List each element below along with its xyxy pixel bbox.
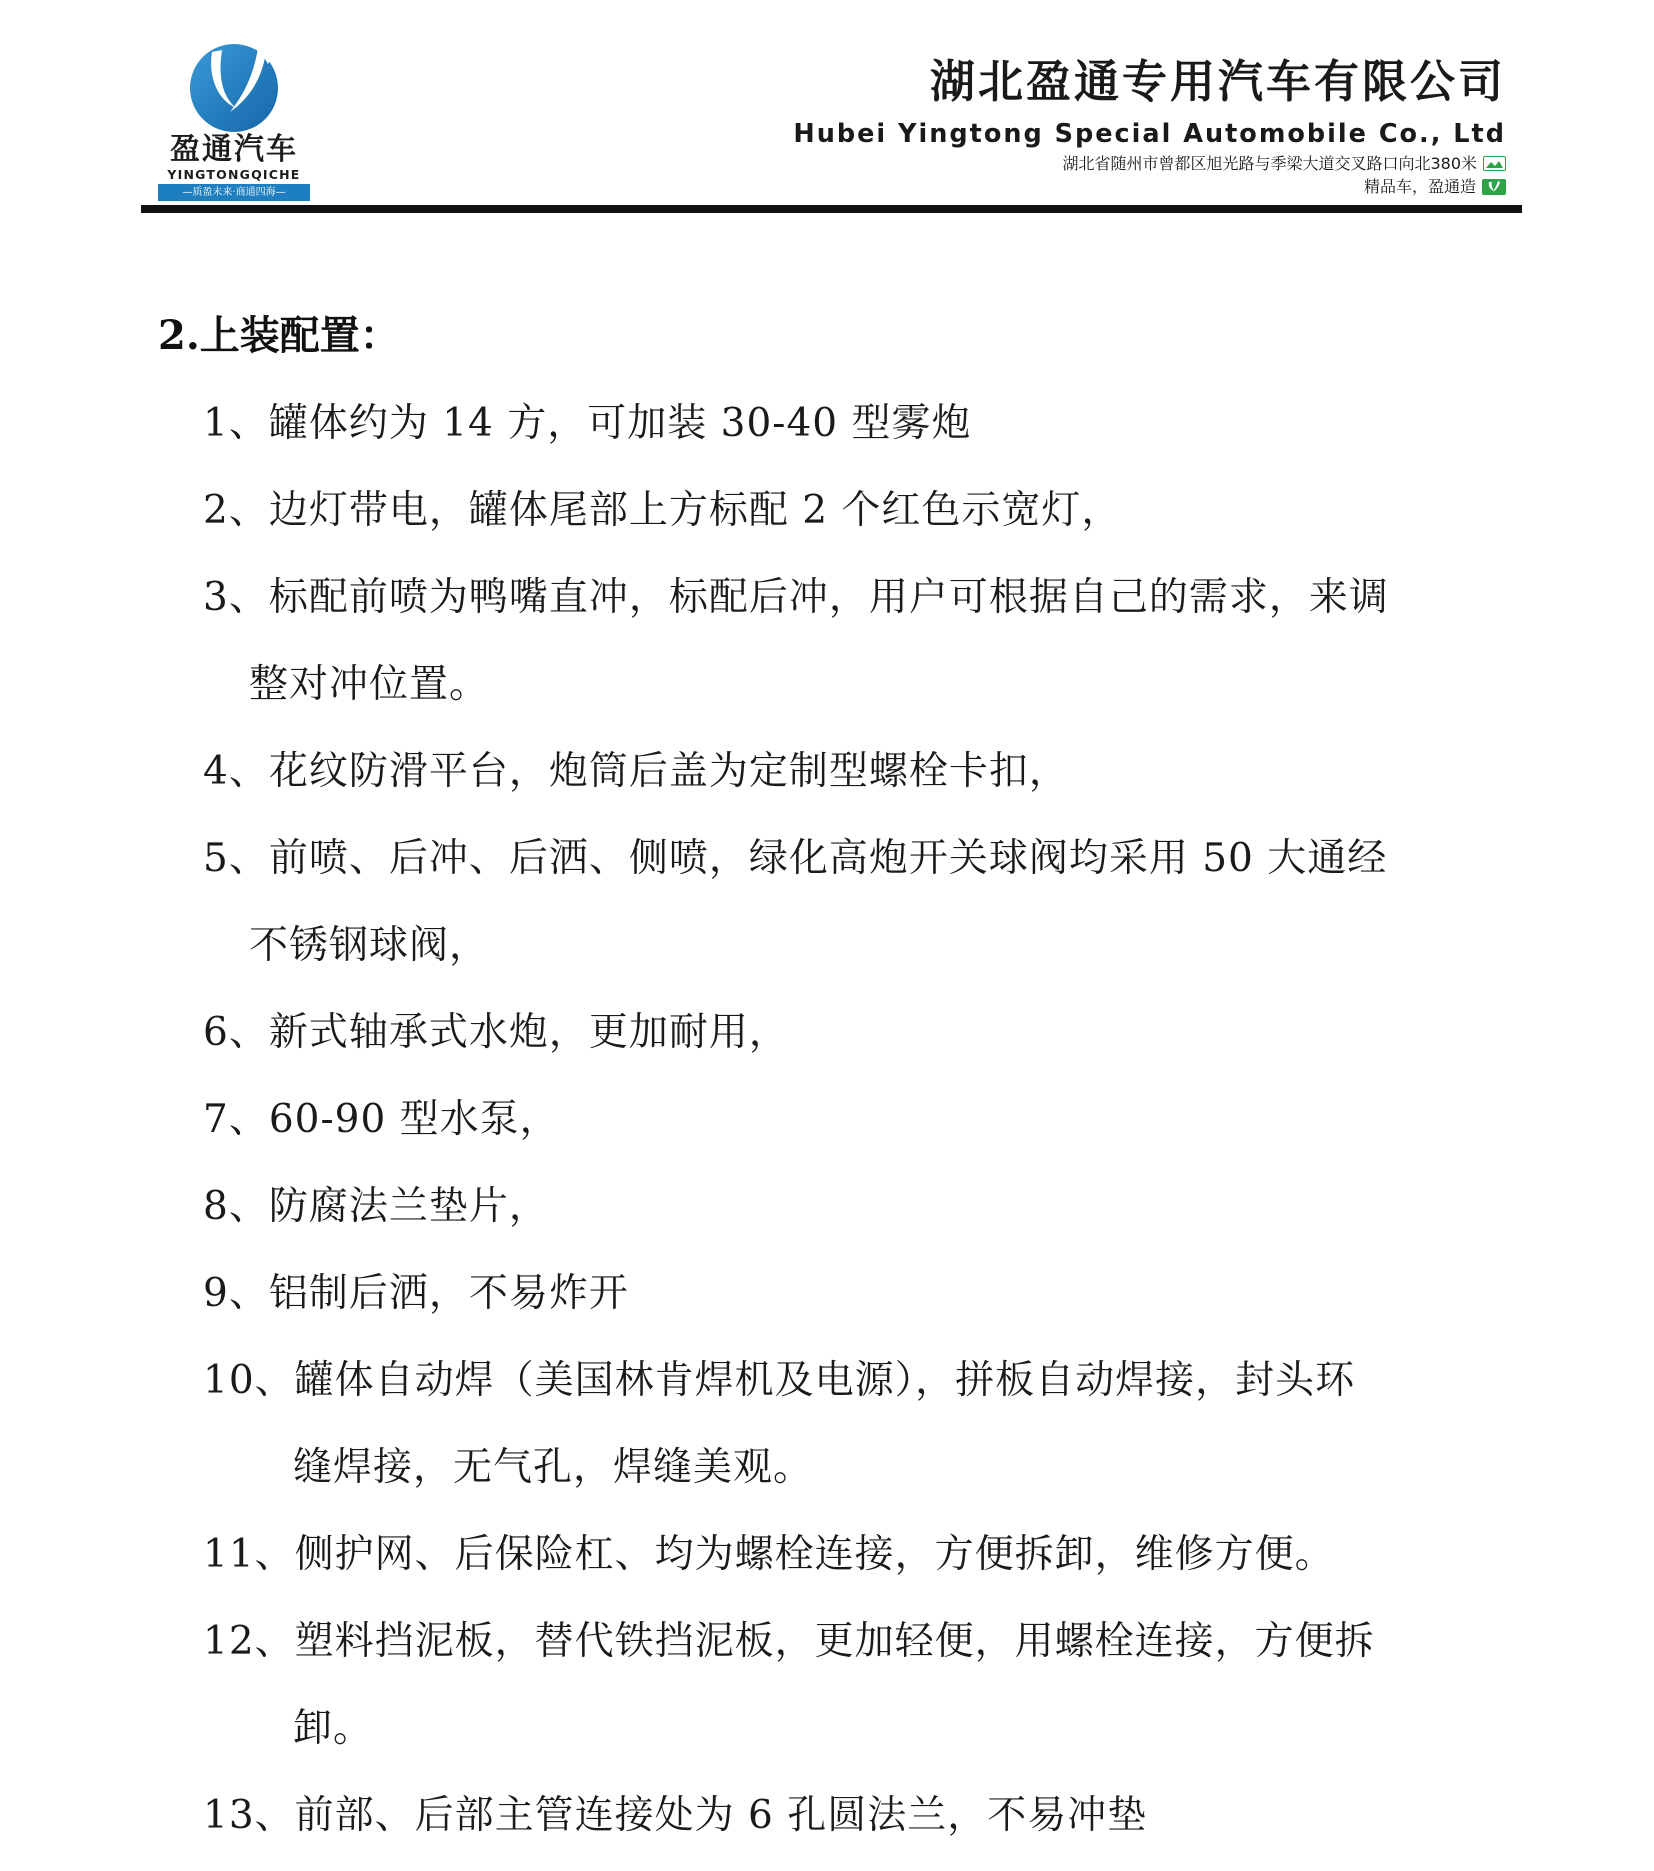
list-item xyxy=(203,728,1503,815)
item-number: 11、 xyxy=(203,1532,295,1577)
brand-badge-icon xyxy=(1482,179,1506,195)
list-item xyxy=(203,815,1503,989)
list-item xyxy=(203,1337,1503,1511)
logo-name: 盈通汽车 xyxy=(170,132,298,167)
item-text: 铝制后洒，不易炸开 xyxy=(268,1271,629,1316)
item-text: 边灯带电，罐体尾部上方标配 2 个红色示宽灯， xyxy=(268,488,1122,533)
item-number: 1、 xyxy=(203,401,269,446)
item-number: 4、 xyxy=(203,749,269,794)
item-number: 8、 xyxy=(203,1184,269,1229)
item-text: 塑料挡泥板，替代铁挡泥板，更加轻便，用螺栓连接，方便拆 xyxy=(294,1619,1375,1664)
company-name-cn: 湖北盈通专用汽车有限公司 xyxy=(929,55,1506,108)
company-logo xyxy=(150,38,320,203)
item-number: 3、 xyxy=(203,575,269,620)
item-number: 5、 xyxy=(203,836,269,881)
item-number: 10、 xyxy=(203,1358,295,1403)
item-text: 防腐法兰垫片， xyxy=(268,1184,549,1229)
item-text: 罐体自动焊（美国林肯焊机及电源），拼板自动焊接，封头环 xyxy=(294,1358,1356,1403)
address-line xyxy=(793,152,1506,175)
item-text: 侧护网、后保险杠、均为螺栓连接，方便拆卸，维修方便。 xyxy=(294,1532,1335,1577)
item-text: 前部、后部主管连接处为 6 孔圆法兰，不易冲垫 xyxy=(294,1793,1148,1838)
company-address: 湖北省随州市曾都区旭光路与季梁大道交叉路口向北380米 xyxy=(1062,154,1477,173)
company-info xyxy=(793,52,1506,198)
logo-mark-icon xyxy=(178,38,290,133)
item-text: 前喷、后冲、后洒、侧喷，绿化高炮开关球阀均采用 50 大通经 xyxy=(268,836,1388,881)
item-number: 6、 xyxy=(203,1010,269,1055)
header-divider xyxy=(141,205,1522,213)
list-item xyxy=(203,467,1503,554)
list-item xyxy=(203,1163,1503,1250)
tagline-line xyxy=(793,175,1506,198)
item-number: 7、 xyxy=(203,1097,269,1142)
item-number: 2、 xyxy=(203,488,269,533)
list-item xyxy=(203,989,1503,1076)
location-icon xyxy=(1483,156,1506,171)
company-name-en: Hubei Yingtong Special Automobile Co., Ltd xyxy=(793,119,1506,149)
item-text: 标配前喷为鸭嘴直冲，标配后冲，用户可根据自己的需求，来调 xyxy=(268,575,1389,620)
item-continuation: 不锈钢球阀， xyxy=(249,923,490,968)
company-tagline: 精品车，盈通造 xyxy=(1363,177,1476,196)
item-continuation: 整对冲位置。 xyxy=(249,662,490,707)
section-title: 2.上装配置： xyxy=(158,312,400,359)
list-item xyxy=(203,380,1503,467)
list-item xyxy=(203,1772,1503,1859)
list-item xyxy=(203,1598,1503,1772)
item-continuation: 卸。 xyxy=(293,1706,374,1751)
item-text: 新式轴承式水炮，更加耐用， xyxy=(268,1010,789,1055)
list-item xyxy=(203,1511,1503,1598)
item-number: 13、 xyxy=(203,1793,295,1838)
list-item xyxy=(203,1250,1503,1337)
item-continuation: 缝焊接，无气孔，焊缝美观。 xyxy=(293,1445,814,1490)
item-text: 花纹防滑平台，炮筒后盖为定制型螺栓卡扣， xyxy=(268,749,1069,794)
item-number: 9、 xyxy=(203,1271,269,1316)
logo-pinyin: YINGTONGQICHE xyxy=(167,167,301,182)
list-item xyxy=(203,554,1503,728)
item-number: 12、 xyxy=(203,1619,295,1664)
item-text: 罐体约为 14 方，可加装 30-40 型雾炮 xyxy=(268,401,972,446)
logo-slogan: —质盈未来·商通四海— xyxy=(158,184,310,201)
list-item xyxy=(203,1076,1503,1163)
item-text: 60-90 型水泵， xyxy=(268,1097,560,1142)
